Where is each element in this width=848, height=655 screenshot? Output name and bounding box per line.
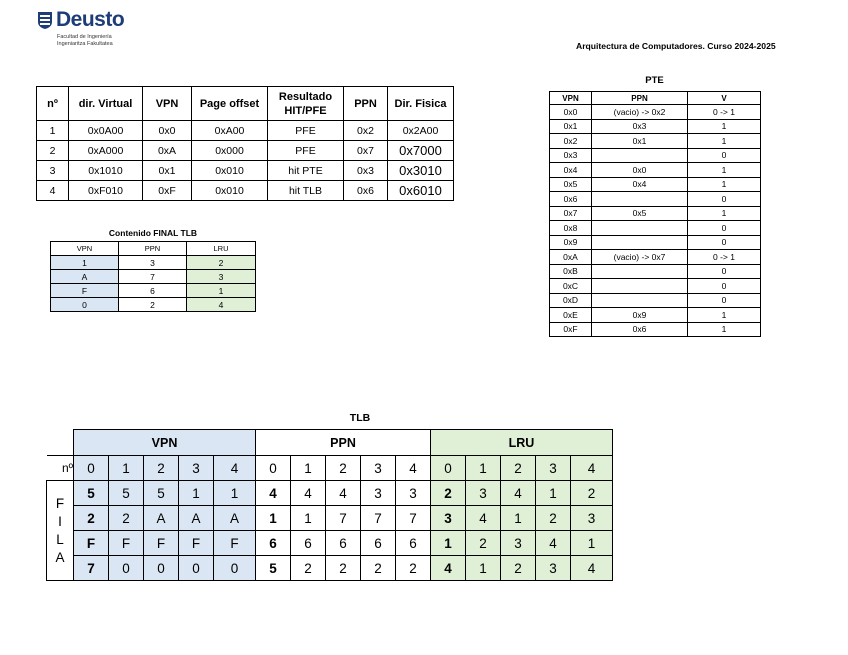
- cell: 6: [326, 531, 361, 556]
- cell: 0x010: [192, 181, 268, 201]
- cell: 4: [571, 556, 613, 581]
- cell: hit PTE: [268, 161, 344, 181]
- cell: 0x5: [550, 177, 592, 192]
- cell: 0xA000: [69, 141, 143, 161]
- cell: A: [144, 506, 179, 531]
- header-vpn: VPN: [51, 242, 119, 256]
- column-number: 1: [109, 456, 144, 481]
- cell: 0xA00: [192, 121, 268, 141]
- table-row: [51, 256, 256, 270]
- cell: 3: [571, 506, 613, 531]
- cell: 0x6: [344, 181, 388, 201]
- cell: 3: [361, 481, 396, 506]
- table-row: [37, 121, 454, 141]
- cell: 7: [119, 270, 187, 284]
- header-ppn: PPN: [119, 242, 187, 256]
- cell: 1: [688, 322, 761, 337]
- cell: 1: [688, 119, 761, 134]
- cell: 0x2: [550, 134, 592, 149]
- fila-letter: F: [55, 495, 65, 511]
- cell: 2: [119, 298, 187, 312]
- table-row: [51, 284, 256, 298]
- cell: 0xF: [143, 181, 192, 201]
- cell: 1: [51, 256, 119, 270]
- column-number: 2: [326, 456, 361, 481]
- cell: 5: [144, 481, 179, 506]
- cell: 0x8: [550, 221, 592, 236]
- logo-subtitle-2: Ingeniaritza Fakultatea: [57, 41, 113, 47]
- header-dir-virtual: dir. Virtual: [69, 87, 143, 121]
- cell: 0: [109, 556, 144, 581]
- fila-label: [47, 481, 74, 581]
- column-number: 1: [291, 456, 326, 481]
- cell: 3: [501, 531, 536, 556]
- header-vpn: VPN: [550, 92, 592, 105]
- table-row: [550, 119, 761, 134]
- cell: 6: [396, 531, 431, 556]
- column-number: 4: [396, 456, 431, 481]
- cell: 1: [688, 177, 761, 192]
- cell: 0 -> 1: [688, 105, 761, 120]
- table-row: [550, 192, 761, 207]
- blank-corner: [47, 430, 74, 456]
- cell: 4: [466, 506, 501, 531]
- cell: 0x1: [592, 134, 688, 149]
- header-page-offset: Page offset: [192, 87, 268, 121]
- column-number: 3: [361, 456, 396, 481]
- cell: 0x9: [550, 235, 592, 250]
- table-row: [550, 293, 761, 308]
- cell: (vacio) -> 0x2: [592, 105, 688, 120]
- cell: 0xA: [143, 141, 192, 161]
- cell: 1: [256, 506, 291, 531]
- cell: 0x4: [550, 163, 592, 178]
- table-row: [51, 270, 256, 284]
- cell: F: [144, 531, 179, 556]
- cell: 0: [688, 235, 761, 250]
- cell: 0x6010: [388, 181, 454, 201]
- cell: 1: [431, 531, 466, 556]
- column-number: 3: [536, 456, 571, 481]
- table-row: [550, 206, 761, 221]
- cell: 0: [688, 221, 761, 236]
- cell: 0x6: [550, 192, 592, 207]
- column-number: 0: [74, 456, 109, 481]
- table-row: [51, 298, 256, 312]
- table-row: [550, 221, 761, 236]
- pte-table: [549, 91, 761, 337]
- header-ppn: PPN: [592, 92, 688, 105]
- cell: 2: [501, 556, 536, 581]
- cell: 1: [179, 481, 214, 506]
- cell: 0x010: [192, 161, 268, 181]
- cell: 5: [256, 556, 291, 581]
- cell: 3: [119, 256, 187, 270]
- pte-title: PTE: [645, 75, 664, 86]
- cell: 0: [144, 556, 179, 581]
- cell: 5: [109, 481, 144, 506]
- cell: 0x7: [550, 206, 592, 221]
- cell: (vacio) -> 0x7: [592, 250, 688, 265]
- cell: 2: [37, 141, 69, 161]
- cell: 1: [187, 284, 256, 298]
- column-number: 2: [144, 456, 179, 481]
- group-lru: LRU: [431, 430, 613, 456]
- cell: 0x4: [592, 177, 688, 192]
- fila-letter: L: [56, 531, 64, 547]
- cell: 2: [187, 256, 256, 270]
- cell: PFE: [268, 121, 344, 141]
- header-lru: LRU: [187, 242, 256, 256]
- cell: 2: [74, 506, 109, 531]
- table-row: [550, 163, 761, 178]
- cell: 0x9: [592, 308, 688, 323]
- cell: 0x1010: [69, 161, 143, 181]
- cell: 1: [688, 134, 761, 149]
- cell: 0x7: [344, 141, 388, 161]
- cell: 1: [536, 481, 571, 506]
- cell: 2: [466, 531, 501, 556]
- cell: 7: [326, 506, 361, 531]
- cell: 1: [214, 481, 256, 506]
- cell: 2: [361, 556, 396, 581]
- logo-word: Deusto: [56, 8, 125, 31]
- table-row: [550, 235, 761, 250]
- table-row: [550, 322, 761, 337]
- cell: 4: [326, 481, 361, 506]
- cell: 4: [37, 181, 69, 201]
- cell: 2: [291, 556, 326, 581]
- column-number: 2: [501, 456, 536, 481]
- group-ppn: PPN: [256, 430, 431, 456]
- cell: A: [179, 506, 214, 531]
- cell: 0: [688, 293, 761, 308]
- cell: 7: [361, 506, 396, 531]
- cell: 0x0A00: [69, 121, 143, 141]
- table-row: [550, 105, 761, 120]
- header-dir-fisica: Dir. Fisica: [388, 87, 454, 121]
- cell: 0: [688, 192, 761, 207]
- cell: [592, 221, 688, 236]
- cell: [592, 264, 688, 279]
- cell: [592, 293, 688, 308]
- cell: 3: [431, 506, 466, 531]
- cell: 0: [214, 556, 256, 581]
- column-number: 4: [571, 456, 613, 481]
- cell: 0xB: [550, 264, 592, 279]
- table-row: [47, 481, 613, 506]
- header-vpn: VPN: [143, 87, 192, 121]
- table-row: [37, 161, 454, 181]
- table-row: [550, 250, 761, 265]
- header-ppn: PPN: [344, 87, 388, 121]
- cell: 0x7000: [388, 141, 454, 161]
- cell: 2: [109, 506, 144, 531]
- group-vpn: VPN: [74, 430, 256, 456]
- cell: 0x3: [550, 148, 592, 163]
- cell: 0x6: [592, 322, 688, 337]
- cell: 0x0: [592, 163, 688, 178]
- cell: 0: [688, 279, 761, 294]
- address-translation-table: [36, 86, 454, 201]
- cell: 6: [361, 531, 396, 556]
- cell: 3: [536, 556, 571, 581]
- cell: 3: [187, 270, 256, 284]
- cell: 1: [37, 121, 69, 141]
- cell: 1: [688, 308, 761, 323]
- cell: A: [214, 506, 256, 531]
- cell: F: [179, 531, 214, 556]
- cell: 0x000: [192, 141, 268, 161]
- cell: 4: [501, 481, 536, 506]
- cell: 4: [256, 481, 291, 506]
- cell: 1: [291, 506, 326, 531]
- cell: 4: [536, 531, 571, 556]
- table-row: [550, 308, 761, 323]
- cell: 0x3: [344, 161, 388, 181]
- table-row: [550, 279, 761, 294]
- cell: 7: [74, 556, 109, 581]
- column-number: 4: [214, 456, 256, 481]
- cell: 0xE: [550, 308, 592, 323]
- cell: [592, 279, 688, 294]
- cell: 0: [51, 298, 119, 312]
- cell: 0x2A00: [388, 121, 454, 141]
- cell: 0x0: [143, 121, 192, 141]
- table-row: [47, 506, 613, 531]
- cell: 1: [571, 531, 613, 556]
- fila-letter: A: [55, 549, 65, 565]
- column-number: 0: [256, 456, 291, 481]
- column-number: 3: [179, 456, 214, 481]
- cell: 7: [396, 506, 431, 531]
- table-row: [47, 556, 613, 581]
- cell: 4: [291, 481, 326, 506]
- course-title: Arquitectura de Computadores. Curso 2024-2025: [576, 41, 776, 51]
- cell: [592, 235, 688, 250]
- cell: 6: [119, 284, 187, 298]
- cell: 2: [396, 556, 431, 581]
- tlb-title: TLB: [349, 412, 371, 424]
- cell: 6: [291, 531, 326, 556]
- table-row: [37, 141, 454, 161]
- table-row: [550, 148, 761, 163]
- cell: 3: [396, 481, 431, 506]
- table-row: [47, 531, 613, 556]
- column-number: 1: [466, 456, 501, 481]
- tlb-history-table: [46, 429, 613, 581]
- logo-subtitle-1: Facultad de Ingeniería: [57, 34, 112, 40]
- table-row: [550, 177, 761, 192]
- cell: 0x0: [550, 105, 592, 120]
- column-number: 0: [431, 456, 466, 481]
- cell: 3: [37, 161, 69, 181]
- cell: 0: [688, 264, 761, 279]
- cell: 0xF: [550, 322, 592, 337]
- cell: A: [51, 270, 119, 284]
- tlb-final-table: [50, 241, 256, 312]
- cell: 6: [256, 531, 291, 556]
- cell: 0xC: [550, 279, 592, 294]
- deusto-logo: [38, 10, 168, 55]
- cell: F: [214, 531, 256, 556]
- header-num: nº: [37, 87, 69, 121]
- cell: 2: [431, 481, 466, 506]
- cell: F: [74, 531, 109, 556]
- cell: 0 -> 1: [688, 250, 761, 265]
- cell: 0xA: [550, 250, 592, 265]
- cell: 0: [179, 556, 214, 581]
- num-label: nº: [47, 456, 74, 481]
- cell: PFE: [268, 141, 344, 161]
- table-row: [550, 134, 761, 149]
- cell: 1: [466, 556, 501, 581]
- cell: 3: [466, 481, 501, 506]
- cell: 0xD: [550, 293, 592, 308]
- tlb-final-title: Contenido FINAL TLB: [108, 228, 198, 238]
- cell: [592, 192, 688, 207]
- cell: hit TLB: [268, 181, 344, 201]
- cell: 1: [688, 163, 761, 178]
- cell: 4: [431, 556, 466, 581]
- cell: 0x2: [344, 121, 388, 141]
- cell: 0: [688, 148, 761, 163]
- cell: 1: [688, 206, 761, 221]
- cell: F: [51, 284, 119, 298]
- shield-icon: [38, 12, 52, 29]
- cell: 0x1: [550, 119, 592, 134]
- cell: 2: [571, 481, 613, 506]
- table-row: [550, 264, 761, 279]
- cell: F: [109, 531, 144, 556]
- cell: 0x1: [143, 161, 192, 181]
- cell: 1: [501, 506, 536, 531]
- cell: 0x3: [592, 119, 688, 134]
- cell: [592, 148, 688, 163]
- fila-letter: I: [58, 513, 62, 529]
- cell: 0xF010: [69, 181, 143, 201]
- table-row: [37, 181, 454, 201]
- cell: 2: [326, 556, 361, 581]
- header-resultado: Resultado HIT/PFE: [268, 87, 344, 121]
- cell: 0x5: [592, 206, 688, 221]
- cell: 5: [74, 481, 109, 506]
- cell: 2: [536, 506, 571, 531]
- header-v: V: [688, 92, 761, 105]
- cell: 0x3010: [388, 161, 454, 181]
- cell: 4: [187, 298, 256, 312]
